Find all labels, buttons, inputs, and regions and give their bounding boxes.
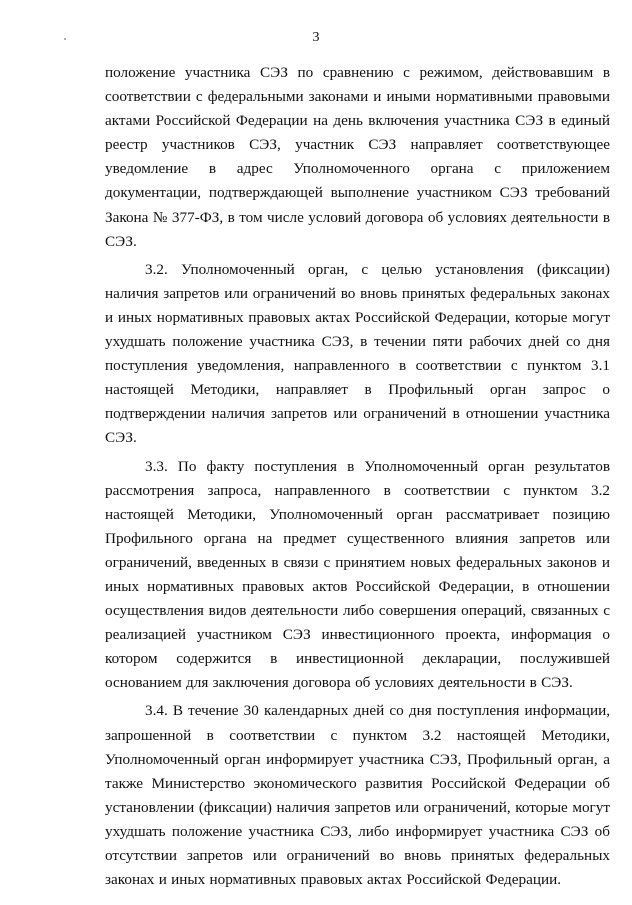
- paragraph-continuation: положение участника СЭЗ по сравнению с режимом, действовавшим в соответствии с федеральными законами и иными нормативными правовыми актами Российской Федерации на день включения участника СЭЗ в единый реестр участников СЭЗ, участник СЭЗ направляет соответствующее уведомление в адрес Уполномоченного органа с приложением документации, подтверждающей выполнение участником СЭЗ требований Закона № 377-ФЗ, в том числе условий договора об условиях деятельности в СЭЗ.: [105, 64, 610, 250]
- document-body: [105, 61, 610, 892]
- paragraph-3-3: 3.3. По факту поступления в Уполномоченный орган результатов рассмотрения запроса, направленного в соответствии с пунктом 3.2 настоящей Методики, Уполномоченный орган рассматривает позицию Профильного органа на предмет существенного влияния запретов или ограничений, введенных в связи с принятием новых федеральных законов и иных нормативных правовых актов Российской Федерации, в отношении осуществления видов деятельности либо совершения операций, связанных с реализацией участником СЭЗ инвестиционного проекта, информация о котором содержится в инвестиционной декларации, послужившей основанием для заключения договора об условиях деятельности в СЭЗ.: [105, 457, 610, 692]
- paragraph-3-4: 3.4. В течение 30 календарных дней со дня поступления информации, запрошенной в соответствии с пунктом 3.2 настоящей Методики, Уполномоченный орган информирует участника СЭЗ, Профильный орган, а также Министерство экономического развития Российской Федерации об установлении (фиксации) наличия запретов или ограничений, которые могут ухудшать положение участника СЭЗ, либо информирует участника СЭЗ об отсутствии запретов или ограничений во вновь принятых федеральных законах и иных нормативных правовых актах Российской Федерации.: [105, 702, 610, 889]
- paragraph-3-2: 3.2. Уполномоченный орган, с целью установления (фиксации) наличия запретов или ограничений во вновь принятых федеральных законах и иных нормативных правовых актах Российской Федерации, которые могут ухудшать положение участника СЭЗ, в течении пяти рабочих дней со дня поступления уведомления, направленного в соответствии с пунктом 3.1 настоящей Методики, направляет в Профильный орган запрос о подтверждении наличия запретов или ограничений в отношении участника СЭЗ.: [105, 260, 610, 447]
- page-number: 3: [312, 30, 320, 45]
